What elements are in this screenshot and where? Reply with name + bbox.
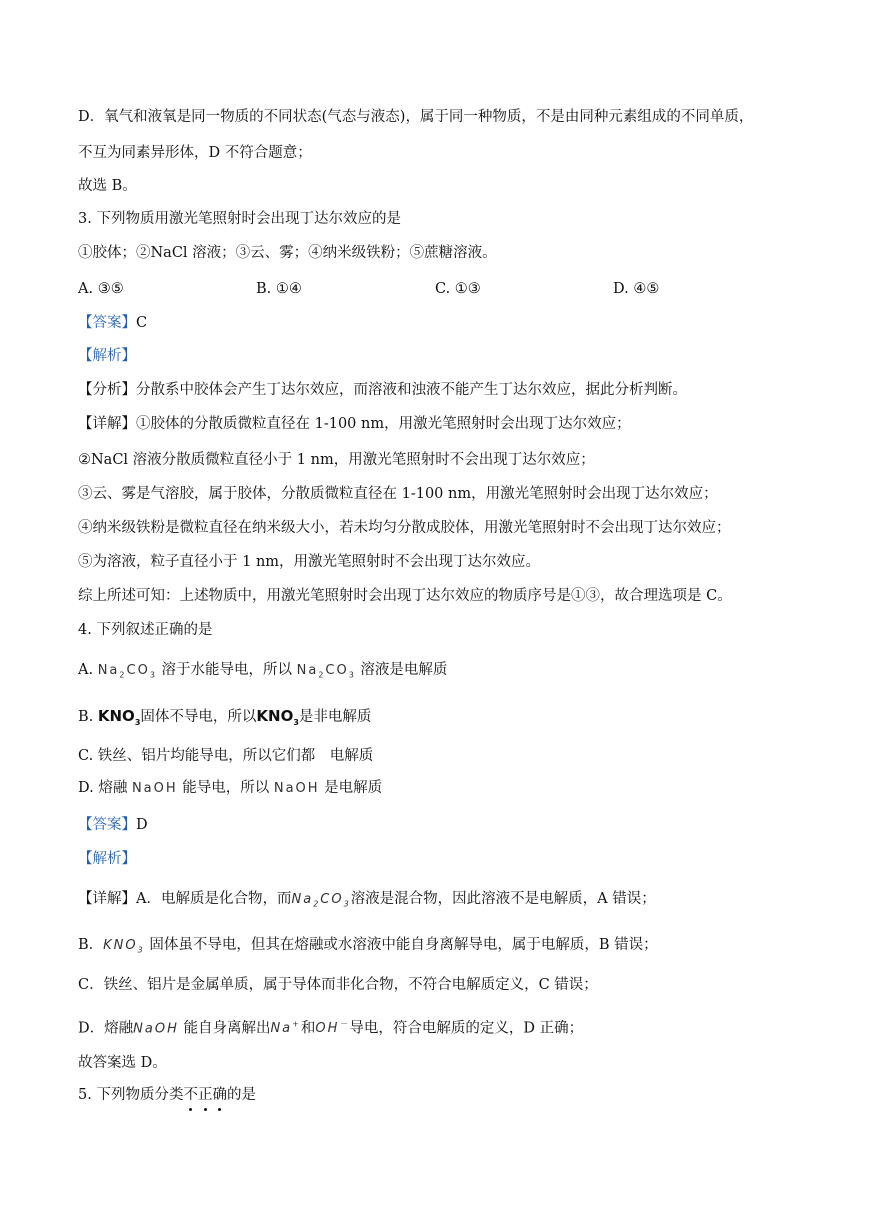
naoh-formula: NaOH bbox=[273, 781, 320, 796]
naoh-formula: NaOH bbox=[131, 781, 178, 796]
q3-detail-2: ②NaCl 溶液分散质微粒直径小于 1 nm，用激光笔照射时不会出现丁达尔效应； bbox=[78, 452, 595, 468]
na-ion-formula: Na+ bbox=[270, 1020, 301, 1037]
q3-fenxi bbox=[78, 380, 687, 400]
detail-tag: 【详解】 bbox=[78, 416, 136, 432]
emphasis-char: 正 bbox=[197, 1087, 213, 1103]
q3-detail-3: ③云、雾是气溶胶，属于胶体，分散质微粒直径在 1-100 nm，用激光笔照射时会出现丁达尔效应； bbox=[78, 486, 718, 502]
answer-value: C bbox=[136, 315, 148, 331]
emphasis-char: 确 bbox=[212, 1087, 227, 1103]
analysis-tag: 【解析】 bbox=[78, 851, 136, 867]
q4-option-c: C. 铁丝、铝片均能导电，所以它们都 电解质 bbox=[78, 748, 374, 764]
q3-answer bbox=[78, 313, 147, 333]
q4-option-a: A. $Na_2CO_3$ 溶于水能导电，所以 $Na_2CO_3$ 溶液是电解质 bbox=[78, 662, 448, 680]
q2-final-answer: 故选 B。 bbox=[78, 178, 137, 194]
q4-analysis-tag bbox=[78, 849, 136, 869]
emphasis-char: 不 bbox=[183, 1087, 198, 1103]
oh-ion-formula: OH－ bbox=[315, 1020, 350, 1037]
detail-text: ①胶体的分散质微粒直径在 1-100 nm，用激光笔照射时会出现丁达尔效应； bbox=[136, 416, 631, 432]
q4-detail-d: D．熔融NaOH 能自身离解出Na+和OH－导电，符合电解质的定义，D 正确； bbox=[78, 1020, 584, 1037]
q4-detail-c: C．铁丝、铝片是金属单质，属于导体而非化合物，不符合电解质定义，C 错误； bbox=[78, 977, 598, 993]
q3-summary: 综上所述可知：上述物质中，用激光笔照射时会出现丁达尔效应的物质序号是①③，故合理选项是 C。 bbox=[78, 588, 732, 604]
answer-tag: 【答案】 bbox=[78, 315, 136, 331]
q4-detail-b: B．$KNO_3$ 固体虽不导电，但其在熔融或水溶液中能自身离解导电，属于电解质，B 错误； bbox=[78, 937, 658, 955]
detail-tag: 【详解】 bbox=[78, 891, 136, 907]
analysis-tag: 【解析】 bbox=[78, 348, 136, 364]
na2co3-formula: $Na_2CO_3$ bbox=[97, 663, 157, 680]
q4-option-d: D. 熔融 NaOH 能导电，所以 NaOH 是电解质 bbox=[78, 780, 383, 796]
q2-option-d-line1: D．氧气和液氧是同一物质的不同状态(气态与液态)，属于同一种物质，不是由同种元素组成的不同单质， bbox=[78, 109, 754, 125]
q2-option-d-line2: 不互为同素异形体，D 不符合题意； bbox=[78, 145, 312, 161]
q3-option-a: A. ③⑤ bbox=[78, 281, 124, 297]
q5-stem: 5. 下列物质分类不正确的是 bbox=[78, 1087, 256, 1103]
q3-analysis-tag bbox=[78, 346, 136, 366]
q3-option-c: C. ①③ bbox=[435, 281, 481, 297]
q3-option-d: D. ④⑤ bbox=[613, 281, 660, 297]
kno3-formula: $KNO_3$ bbox=[103, 938, 145, 955]
q3-items: ①胶体；②NaCl 溶液；③云、雾；④纳米级铁粉；⑤蔗糖溶液。 bbox=[78, 245, 497, 261]
fenxi-tag: 【分析】 bbox=[78, 382, 136, 398]
q4-detail-a: 【详解】A．电解质是化合物，而$Na_2CO_3$溶液是混合物，因此溶液不是电解质，A 错误； bbox=[78, 891, 656, 909]
na2co3-formula: $Na_2CO_3$ bbox=[296, 663, 356, 680]
q4-answer bbox=[78, 815, 148, 835]
q3-detail-4: ④纳米级铁粉是微粒直径在纳米级大小，若未均匀分散成胶体，用激光笔照射时不会出现丁达尔效应； bbox=[78, 520, 731, 536]
naoh-formula: NaOH bbox=[133, 1021, 179, 1037]
kno3-formula: $KNO_3$ bbox=[256, 707, 299, 727]
q3-detail-1 bbox=[78, 414, 631, 434]
q3-option-b: B. ①④ bbox=[256, 281, 302, 297]
q3-detail-5: ⑤为溶液，粒子直径小于 1 nm，用激光笔照射时不会出现丁达尔效应。 bbox=[78, 554, 541, 570]
fenxi-text: 分散系中胶体会产生丁达尔效应，而溶液和浊液不能产生丁达尔效应，据此分析判断。 bbox=[136, 382, 687, 398]
na2co3-formula: $Na_2CO_3$ bbox=[291, 892, 351, 909]
q4-final-answer: 故答案选 D。 bbox=[78, 1055, 167, 1071]
emphasized-word bbox=[183, 1087, 227, 1103]
kno3-formula: $KNO_3$ bbox=[97, 707, 141, 727]
answer-tag: 【答案】 bbox=[78, 817, 136, 833]
q4-option-b: B. $KNO_3$固体不导电，所以$KNO_3$是非电解质 bbox=[78, 707, 372, 727]
answer-value: D bbox=[136, 817, 148, 833]
q3-stem: 3. 下列物质用激光笔照射时会出现丁达尔效应的是 bbox=[78, 211, 401, 227]
q4-stem: 4. 下列叙述正确的是 bbox=[78, 622, 213, 638]
